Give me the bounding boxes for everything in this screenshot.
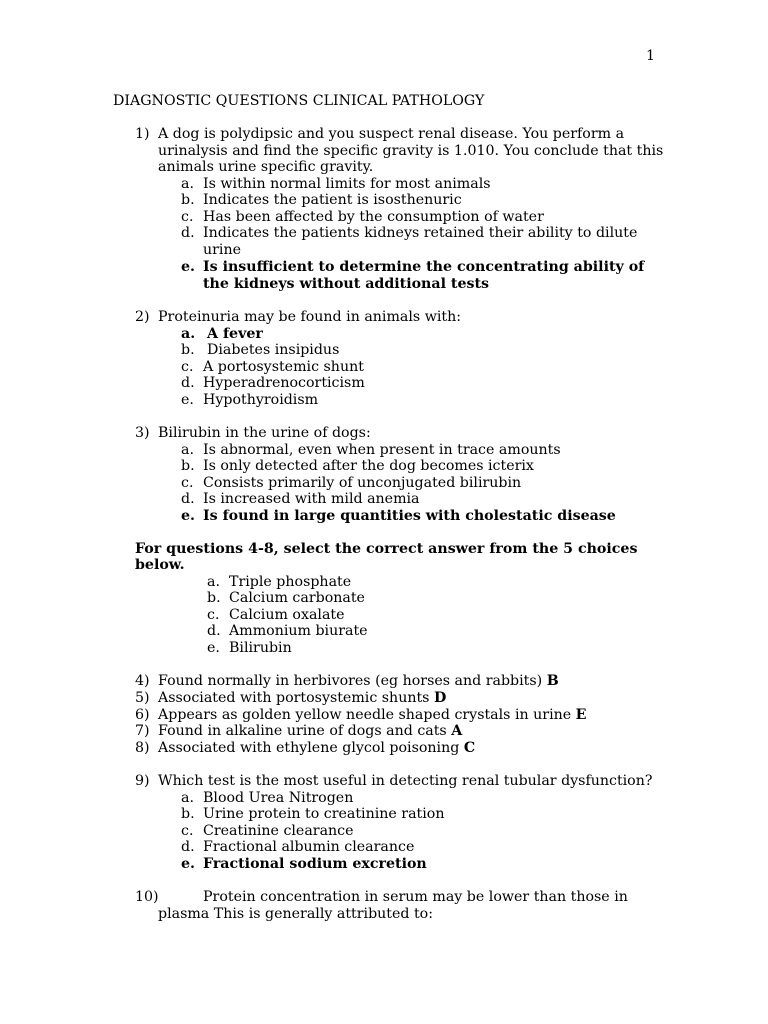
question-number: 4) — [135, 673, 150, 689]
matching-question-text: Associated with portosystemic shunts — [158, 690, 430, 706]
question-stem: Proteinuria may be found in animals with: — [158, 309, 462, 325]
option-letter: c. — [181, 475, 194, 491]
question-number: 10) — [135, 889, 159, 905]
option-text-correct: A fever — [207, 326, 263, 342]
matching-question — [158, 673, 559, 690]
option-letter: e. — [181, 392, 194, 408]
question-number: 5) — [135, 690, 150, 706]
matching-question-text: Associated with ethylene glycol poisoning — [158, 740, 460, 756]
question-stem-line: animals urine specific gravity. — [158, 159, 374, 175]
question-number: 7) — [135, 723, 150, 739]
matching-question — [158, 707, 587, 724]
option-letter: b. — [181, 458, 195, 474]
option-text: Diabetes insipidus — [207, 342, 340, 358]
option-letter: c. — [181, 209, 194, 225]
matching-question — [158, 690, 446, 707]
option-letter: d. — [181, 491, 195, 507]
option-text: Indicates the patients kidneys retained their ability to dilute — [203, 225, 638, 241]
option-text-correct: Is found in large quantities with cholestatic disease — [203, 508, 616, 524]
matching-answer: C — [463, 740, 476, 756]
option-letter: d. — [181, 225, 195, 241]
matching-answer: B — [546, 673, 559, 689]
option-text: Has been affected by the consumption of water — [203, 209, 544, 225]
option-letter: d. — [181, 375, 195, 391]
option-text-correct: Fractional sodium excretion — [203, 856, 427, 872]
option-letter: a. — [181, 790, 194, 806]
choice-letter: d. — [207, 623, 221, 639]
option-letter: a. — [181, 176, 194, 192]
choice-text: Bilirubin — [229, 640, 292, 656]
option-text: Is only detected after the dog becomes icterix — [203, 458, 534, 474]
question-number: 1) — [135, 126, 150, 142]
question-number: 9) — [135, 773, 150, 789]
option-letter-correct: e. — [181, 856, 195, 872]
choice-letter: c. — [207, 607, 220, 623]
matching-question-text: Appears as golden yellow needle shaped crystals in urine — [158, 707, 572, 723]
matching-question-text: Found in alkaline urine of dogs and cats — [158, 723, 447, 739]
option-text: Fractional albumin clearance — [203, 839, 415, 855]
choice-text: Triple phosphate — [229, 574, 352, 590]
question-stem-line: Protein concentration in serum may be lower than those in — [203, 889, 628, 905]
question-number: 6) — [135, 707, 150, 723]
choice-letter: b. — [207, 590, 221, 606]
instructions-line: For questions 4-8, select the correct answer from the 5 choices — [135, 541, 638, 557]
option-text: Is increased with mild anemia — [203, 491, 420, 507]
option-letter-correct: e. — [181, 259, 195, 275]
option-text: Creatinine clearance — [203, 823, 354, 839]
question-stem-line: plasma This is generally attributed to: — [158, 906, 434, 922]
option-text-correct: Is insufficient to determine the concentrating ability of — [203, 259, 645, 275]
matching-answer: A — [451, 723, 463, 739]
question-number: 3) — [135, 425, 150, 441]
option-text: Is abnormal, even when present in trace amounts — [203, 442, 561, 458]
choice-letter: a. — [207, 574, 220, 590]
option-text: A portosystemic shunt — [203, 359, 364, 375]
option-letter: c. — [181, 823, 194, 839]
document-title: DIAGNOSTIC QUESTIONS CLINICAL PATHOLOGY — [113, 93, 485, 109]
question-stem-line: urinalysis and find the specific gravity is 1.010. You conclude that this — [158, 143, 664, 159]
option-text: Blood Urea Nitrogen — [203, 790, 354, 806]
option-text: Indicates the patient is isosthenuric — [203, 192, 462, 208]
option-text: Consists primarily of unconjugated bilirubin — [203, 475, 522, 491]
matching-answer: E — [575, 707, 587, 723]
option-letter-correct: e. — [181, 508, 195, 524]
matching-question — [158, 723, 462, 740]
option-letter: b. — [181, 342, 195, 358]
option-letter-correct: a. — [181, 326, 196, 342]
option-text-continued: urine — [203, 242, 241, 258]
question-number: 2) — [135, 309, 150, 325]
matching-answer: D — [433, 690, 447, 706]
choice-text: Ammonium biurate — [229, 623, 368, 639]
page-number: 1 — [646, 48, 656, 64]
matching-question-text: Found normally in herbivores (eg horses and rabbits) — [158, 673, 543, 689]
option-text: Hypothyroidism — [203, 392, 319, 408]
question-stem: Bilirubin in the urine of dogs: — [158, 425, 371, 441]
choice-text: Calcium carbonate — [229, 590, 365, 606]
option-letter: b. — [181, 806, 195, 822]
option-text: Hyperadrenocorticism — [203, 375, 365, 391]
option-text-correct-continued: the kidneys without additional tests — [203, 276, 490, 292]
question-stem-line: A dog is polydipsic and you suspect renal disease. You perform a — [158, 126, 625, 142]
choice-text: Calcium oxalate — [229, 607, 345, 623]
question-stem: Which test is the most useful in detecting renal tubular dysfunction? — [158, 773, 653, 789]
option-letter: a. — [181, 442, 194, 458]
option-text: Urine protein to creatinine ration — [203, 806, 445, 822]
choice-letter: e. — [207, 640, 220, 656]
option-letter: d. — [181, 839, 195, 855]
question-number: 8) — [135, 740, 150, 756]
option-text: Is within normal limits for most animals — [203, 176, 491, 192]
matching-question — [158, 740, 475, 757]
option-letter: c. — [181, 359, 194, 375]
option-letter: b. — [181, 192, 195, 208]
instructions-line: below. — [135, 557, 185, 573]
